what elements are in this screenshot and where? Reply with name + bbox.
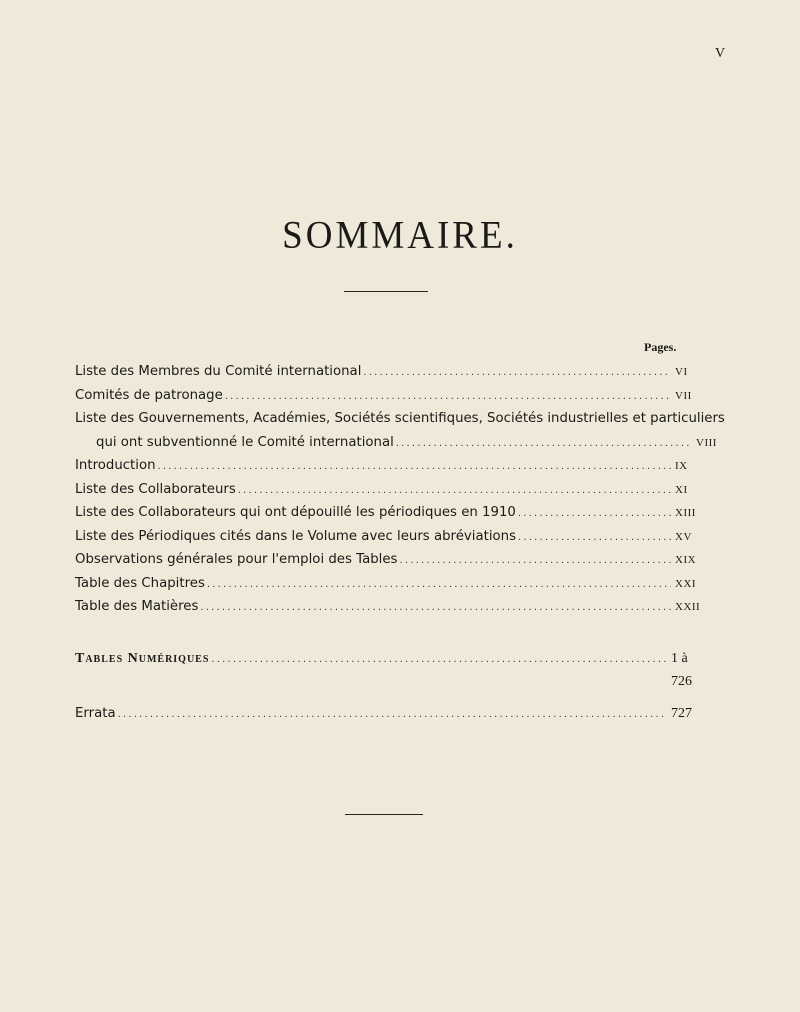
toc-entry-page: XIII <box>675 507 696 519</box>
toc-entry-page: VIII <box>696 436 717 449</box>
toc-entry-page: VI <box>675 366 688 378</box>
title-divider <box>344 291 428 292</box>
toc-entry-label: Liste des Collaborateurs <box>75 481 236 497</box>
errata-entry <box>75 702 711 726</box>
toc-entry-label: Errata <box>75 706 116 721</box>
toc-entry-page: XXI <box>675 577 697 590</box>
toc-entry-label: Tables Numériques <box>75 651 210 666</box>
toc-entry-page: XIX <box>675 554 697 566</box>
toc-entry-page: XI <box>675 483 688 496</box>
dot-leader <box>225 385 671 409</box>
pages-column-heading: Pages. <box>644 340 677 354</box>
toc-entry <box>75 525 711 549</box>
toc-entry <box>75 501 711 525</box>
dot-leader <box>200 596 671 620</box>
dot-leader <box>396 432 692 456</box>
toc-entry <box>75 384 711 408</box>
table-of-contents <box>75 360 725 619</box>
toc-entry <box>75 548 711 572</box>
toc-entry <box>75 478 711 502</box>
toc-entry-page: IX <box>675 460 688 472</box>
page-title: SOMMAIRE. <box>282 213 518 258</box>
toc-entry-page: VII <box>675 389 692 402</box>
tables-numeriques-entry <box>75 647 711 693</box>
toc-entry-page: 1 à 726 <box>671 651 692 689</box>
dot-leader <box>518 502 671 526</box>
dot-leader <box>118 703 667 726</box>
dot-leader <box>238 479 671 503</box>
toc-entry-page: XV <box>675 530 692 543</box>
toc-entry-page: 727 <box>671 706 692 721</box>
dot-leader <box>399 549 671 573</box>
toc-entry <box>75 360 711 384</box>
toc-entry-label: Liste des Collaborateurs qui ont dépouillé les périodiques en 1910 <box>75 505 516 520</box>
toc-entry <box>75 407 725 454</box>
dot-leader <box>211 648 667 671</box>
dot-leader <box>363 361 671 385</box>
toc-entry-label: Comités de patronage <box>75 387 223 403</box>
toc-entry <box>75 572 711 596</box>
closing-divider <box>345 814 423 815</box>
toc-entry <box>75 595 711 619</box>
toc-entry-label: Observations générales pour l'emploi des Tables <box>75 552 398 567</box>
toc-entry-label: Introduction <box>75 458 156 473</box>
toc-entry-label: Liste des Périodiques cités dans le Volume avec leurs abréviations <box>75 528 517 544</box>
toc-entry-label-continued: qui ont subventionné le Comité international <box>96 434 394 450</box>
page-folio: V <box>715 46 727 61</box>
dot-leader <box>158 455 671 479</box>
toc-entry-label: Table des Chapitres <box>75 575 205 591</box>
dot-leader <box>207 573 671 597</box>
toc-entry-label: Liste des Membres du Comité international <box>75 364 362 379</box>
dot-leader <box>518 526 671 550</box>
toc-entry-label: Table des Matières <box>75 599 199 614</box>
toc-entry-label: Liste des Gouvernements, Académies, Sociétés scientifiques, Sociétés industrielles et particuliers <box>75 411 725 426</box>
toc-entry-page: XXII <box>675 601 701 613</box>
toc-entry <box>75 454 711 478</box>
